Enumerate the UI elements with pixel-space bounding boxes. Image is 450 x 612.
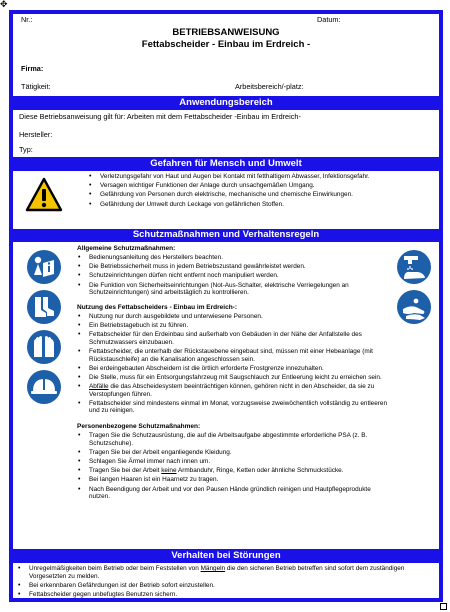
resize-handle[interactable] [440,603,447,610]
warning-triangle-icon [25,177,63,213]
datum-label: Datum: [317,15,341,24]
allgemein-title: Allgemeine Schutzmaßnahmen: [77,245,176,252]
anwendung-heading: Anwendungsbereich [179,97,273,108]
list-item: • Ein Betriebstagebuch ist zu führen. [77,322,389,330]
nutzung-list [77,313,389,415]
underlined-word: keine [161,467,177,475]
typ-label: Typ: [19,145,33,154]
list-item: • Fettabscheider, die unterhalb der Rückstauebene eingebaut sind, müssen mit einer Hebeanlage (mit Rückstauschleife) an die Kanalisation angeschlossen sein. [77,348,389,363]
stoerungen-box [13,563,439,598]
list-item: • Bei langen Haaren ist ein Haarnetz zu tragen. [77,476,389,484]
hersteller-label: Hersteller: [19,130,53,139]
list-item: • Versagen wichtiger Funktionen der Anlage durch unsachgemäßen Umgang. [88,182,418,190]
list-item: • Tragen Sie bei der Arbeit enganliegende Kleidung. [77,449,389,457]
list-item: • Gefährdung der Umwelt durch Leckage von gefährlichen Stoffen. [88,201,418,209]
header-box [13,14,439,96]
personen-list [77,432,389,501]
list-item: • Bedienungsanleitung des Herstellers beachten. [77,254,389,262]
nr-label: Nr.: [21,15,33,24]
list-item: • Unregelmäßigkeiten beim Betrieb oder beim Feststellen von Mängeln die den sicheren Betrieb betreffen sind sofort dem zuständigen Vorgesetzten zu melden. [17,565,429,580]
list-item: • Tragen Sie bei der Arbeit keine Armbanduhr, Ringe, Ketten oder ähnliche Schmuckstücke. [77,467,389,475]
move-handle-icon[interactable]: ✥ [0,0,8,9]
underlined-word: Abfälle [89,383,109,391]
protective-gloves-icon [26,329,62,365]
list-item: • Nutzung nur durch ausgebildete und unterwiesene Personen. [77,313,389,321]
list-item: • Gefährdung von Personen durch elektrische, mechanische und chemische Einwirkungen. [88,191,418,199]
read-manual-icon [26,249,62,285]
wash-hands-icon [396,249,432,285]
gefahren-heading: Gefahren für Mensch und Umwelt [150,158,302,169]
nutzung-title: Nutzung des Fettabscheiders - Einbau im Erdreich-: [77,303,237,311]
hand-cream-icon [396,289,432,325]
taetigkeit-label: Tätigkeit: [21,82,51,91]
list-item: • Abfälle die das Abscheidesystem beeinträchtigen können, gehören nicht in den Abscheider, da sie zu Verstopfungen führen. [77,383,389,398]
firma-label: Firma: [21,64,44,73]
stoerungen-heading: Verhalten bei Störungen [171,550,281,561]
schutz-content [77,245,389,502]
safety-boots-icon [26,289,62,325]
anwendung-box [13,110,439,157]
list-item: • Die Stelle, muss für ein Entsorgungsfahrzeug mit Saugschlauch zur Entleerung leicht zu erreichen sein. [77,374,389,382]
gefahren-box [13,171,439,229]
list-item: • Bei erkennbaren Gefährdungen ist der Betrieb sofort einzustellen. [17,582,429,590]
list-item: • Die Betriebssicherheit muss in jedem Betriebszustand gewährleistet werden. [77,263,389,271]
list-item: • Fettabscheider sind mindestens einmal im Monat, vorzugsweise zweiwöchentlich vollständig zu entleeren und zu reinigen. [77,400,389,415]
list-item: • Bei erdeingebauten Abscheidern ist die örtlich erforderte Frostgrenze innezuhalten. [77,365,389,373]
stoerungen-list [17,565,429,599]
document-title: BETRIEBSANWEISUNG [172,27,280,38]
gefahren-list [88,173,418,208]
list-item: • Fettabscheider gegen unbefugtes Benutzen sichern. [17,591,429,599]
arbeitsbereich-label: Arbeitsbereich/-platz: [235,82,304,91]
allgemein-list [77,254,389,297]
document-subtitle: Fettabscheider - Einbau im Erdreich - [141,39,311,50]
underlined-word: Mängeln [200,565,226,572]
list-item: • Die Funktion von Sicherheitseinrichtungen (Not-Aus-Schalter, elektrische Verriegelungen an Schutzeinrichtungen) sind arbeitstäglich zu kontrollieren. [77,282,389,297]
list-item: • Tragen Sie die Schutzausrüstung, die auf die Arbeitsaufgabe abgestimmte erforderliche PSA (z. B. Schutzschuhe). [77,432,389,447]
list-item: • Fettabscheider für den Erdeinbau sind außerhalb von Gebäuden in der Nähe der Anfallstelle des Schmutzwassers einzubauen. [77,331,389,346]
schutz-heading: Schutzmaßnahmen und Verhaltensregeln [132,229,320,240]
personen-title: Personenbezogene Schutzmaßnahmen: [77,423,201,431]
list-item: • Nach Beendigung der Arbeit und vor den Pausen Hände gründlich reinigen und Hautpflegeprodukte nutzen. [77,486,389,501]
document-frame [9,10,443,602]
anwendung-text: Diese Betriebsanweisung gilt für: Arbeiten mit dem Fettabscheider -Einbau im Erdreich- [19,112,301,121]
helmet-icon [26,369,62,405]
list-item: • Schutzeinrichtungen dürfen nicht entfernt noch manipuliert werden. [77,272,389,280]
schutz-box [13,242,439,549]
list-item: • Schlagen Sie Ärmel immer nach innen um. [77,458,389,466]
list-item: • Verletzungsgefahr von Haut und Augen bei Kontakt mit fetthaltigem Abwasser, Infektionsgefahr. [88,173,418,181]
